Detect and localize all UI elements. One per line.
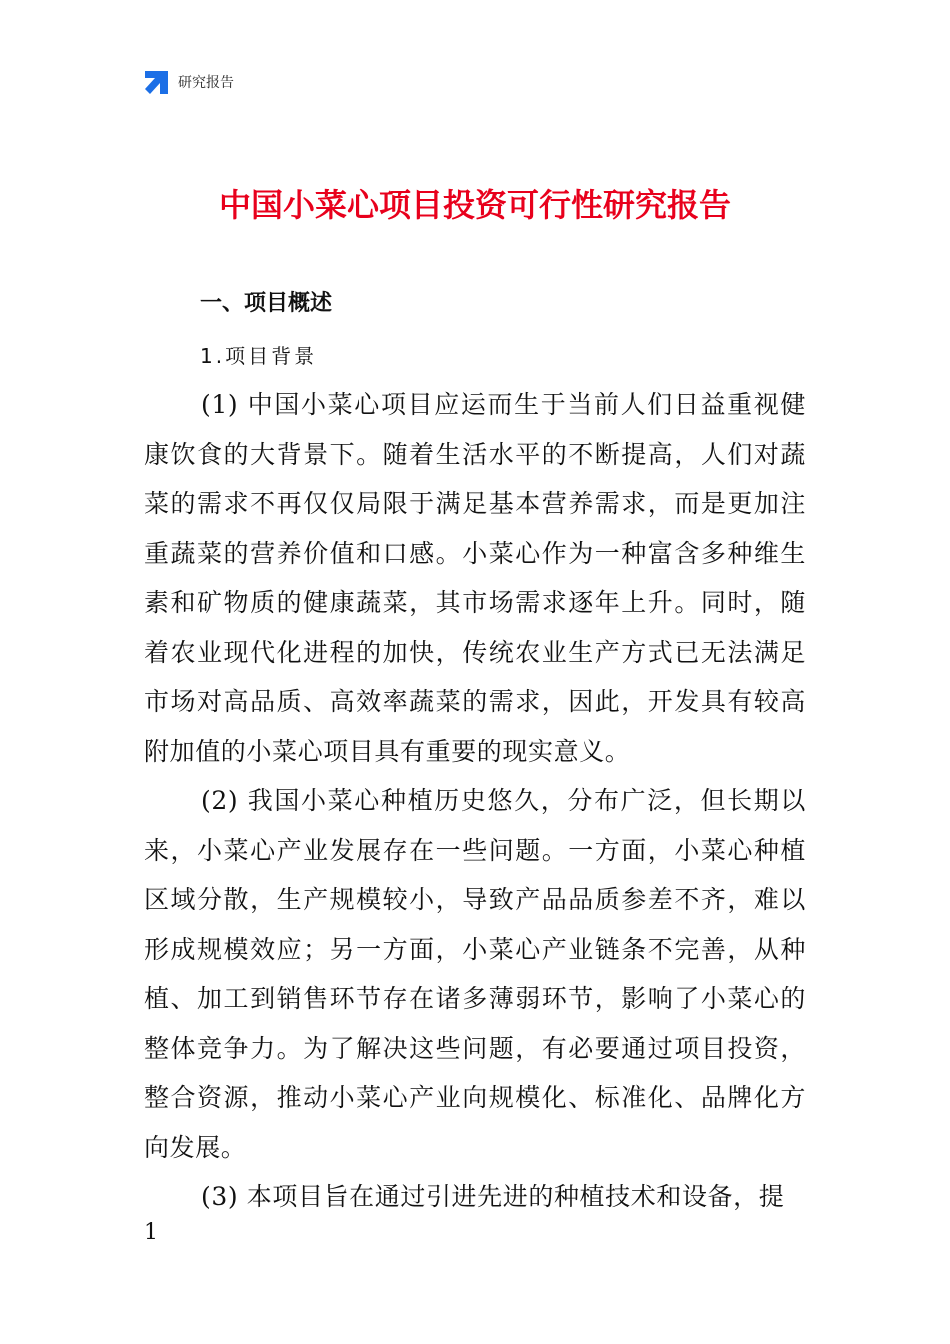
section-heading: 一、项目概述: [200, 291, 333, 316]
paragraph-3: (3) 本项目旨在通过引进先进的种植技术和设备，提: [201, 1182, 785, 1211]
page-header: [144, 68, 234, 96]
paragraph-2: (2) 我国小菜心种植历史悠久，分布广泛，但长期以来，小菜心产业发展存在一些问题。一方面，小菜心种植区域分散，生产规模较小，导致产品品质参差不齐，难以形成规模效应；另一方面，小菜心产业链条不完善，从种植、加工到销售环节存在诸多薄弱环节，影响了小菜心的整体竞争力。为了解决这些问题，有必要通过项目投资，整合资源，推动小菜心产业向规模化、标准化、品牌化方向发展。: [144, 786, 806, 1162]
sub-heading: 1.项目背景: [200, 344, 318, 368]
header-label: 研究报告: [178, 75, 234, 91]
document-title: 中国小菜心项目投资可行性研究报告: [218, 186, 731, 224]
paragraph-1: (1) 中国小菜心项目应运而生于当前人们日益重视健康饮食的大背景下。随着生活水平的不断提高，人们对蔬菜的需求不再仅仅局限于满足基本营养需求，而是更加注重蔬菜的营养价值和口感。小菜心作为一种富含多种维生素和矿物质的健康蔬菜，其市场需求逐年上升。同时，随着农业现代化进程的加快，传统农业生产方式已无法满足市场对高品质、高效率蔬菜的需求，因此，开发具有较高附加值的小菜心项目具有重要的现实意义。: [144, 390, 806, 766]
arrow-up-right-logo-icon: [144, 69, 170, 95]
page-number: 1: [144, 1220, 158, 1245]
body-text: [144, 380, 806, 1222]
